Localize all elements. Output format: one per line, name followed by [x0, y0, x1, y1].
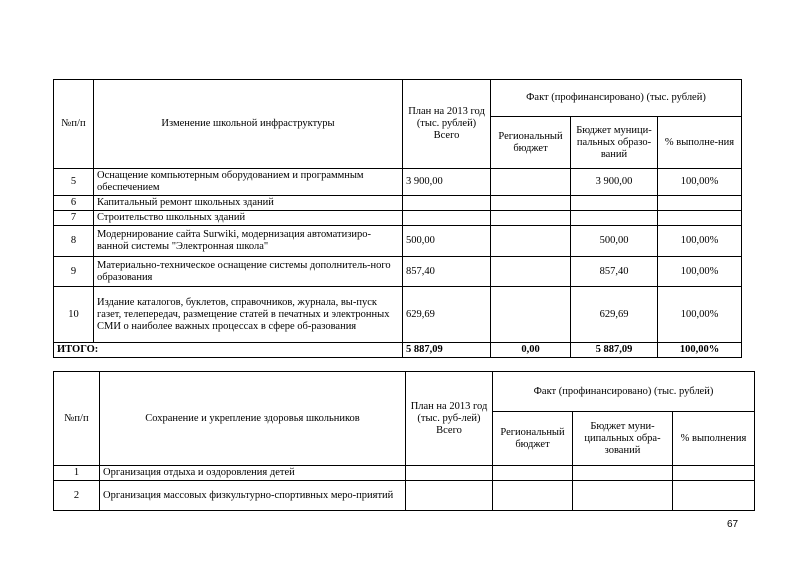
col-header-percent: % выполне-ния: [658, 117, 742, 169]
table-row: [54, 226, 742, 257]
total-regional: 0,00: [491, 343, 571, 358]
row-percent: [658, 196, 742, 211]
row-regional: [493, 466, 573, 481]
col-header-municipal: Бюджет муни-ципальных обра-зований: [573, 412, 673, 466]
row-municipal: 857,40: [571, 257, 658, 287]
table-row: [54, 169, 742, 196]
col-header-plan: План на 2013 год (тыс. руб-лей) Всего: [406, 372, 493, 466]
row-percent: 100,00%: [658, 226, 742, 257]
row-regional: [491, 257, 571, 287]
row-plan: [406, 481, 493, 511]
row-percent: 100,00%: [658, 287, 742, 343]
row-num: 1: [54, 466, 100, 481]
row-num: 10: [54, 287, 94, 343]
row-municipal: [573, 481, 673, 511]
page-number: 67: [727, 519, 739, 530]
col-header-name: Изменение школьной инфраструктуры: [94, 80, 403, 169]
row-municipal: [573, 466, 673, 481]
table-row: [54, 196, 742, 211]
row-regional: [491, 287, 571, 343]
table-row: [54, 211, 742, 226]
col-header-num: №п/п: [54, 372, 100, 466]
row-name: Капитальный ремонт школьных зданий: [94, 196, 403, 211]
row-regional: [491, 169, 571, 196]
table-row: [54, 257, 742, 287]
row-name: Издание каталогов, буклетов, справочников, журнала, вы-пуск газет, телепередач, размещение статей в печатных и электронных СМИ о наиболее важных процессах в сфере об-разования: [94, 287, 403, 343]
row-num: 7: [54, 211, 94, 226]
row-name: Материально-техническое оснащение системы дополнитель-ного образования: [94, 257, 403, 287]
total-label: ИТОГО:: [54, 343, 403, 358]
row-municipal: 629,69: [571, 287, 658, 343]
row-plan: [406, 466, 493, 481]
row-name: Модернирование сайта Surwiki, модернизация автоматизиро-ванной системы "Электронная школа": [94, 226, 403, 257]
row-plan: 500,00: [403, 226, 491, 257]
row-plan: 3 900,00: [403, 169, 491, 196]
row-municipal: [571, 211, 658, 226]
row-name: Строительство школьных зданий: [94, 211, 403, 226]
col-header-regional: Региональный бюджет: [491, 117, 571, 169]
row-regional: [493, 481, 573, 511]
row-percent: [673, 481, 755, 511]
row-percent: [673, 466, 755, 481]
col-header-percent: % выполнения: [673, 412, 755, 466]
table-row: [54, 466, 755, 481]
row-num: 5: [54, 169, 94, 196]
col-header-fact: Факт (профинансировано) (тыс. рублей): [493, 372, 755, 412]
row-name: Организация отдыха и оздоровления детей: [100, 466, 406, 481]
row-name: Организация массовых физкультурно-спортивных меро-приятий: [100, 481, 406, 511]
row-percent: [658, 211, 742, 226]
health-table: [53, 371, 755, 511]
infrastructure-table: [53, 79, 742, 358]
total-plan: 5 887,09: [403, 343, 491, 358]
row-municipal: 3 900,00: [571, 169, 658, 196]
total-municipal: 5 887,09: [571, 343, 658, 358]
table-row: [54, 481, 755, 511]
row-plan: [403, 196, 491, 211]
total-row: [54, 343, 742, 358]
row-regional: [491, 226, 571, 257]
col-header-municipal: Бюджет муници-пальных образо-ваний: [571, 117, 658, 169]
row-plan: [403, 211, 491, 226]
row-num: 2: [54, 481, 100, 511]
row-municipal: 500,00: [571, 226, 658, 257]
col-header-name: Сохранение и укрепление здоровья школьников: [100, 372, 406, 466]
row-name: Оснащение компьютерным оборудованием и программным обеспечением: [94, 169, 403, 196]
row-regional: [491, 196, 571, 211]
row-num: 8: [54, 226, 94, 257]
row-num: 6: [54, 196, 94, 211]
col-header-regional: Региональный бюджет: [493, 412, 573, 466]
row-plan: 629,69: [403, 287, 491, 343]
row-percent: 100,00%: [658, 257, 742, 287]
row-plan: 857,40: [403, 257, 491, 287]
col-header-num: №п/п: [54, 80, 94, 169]
row-percent: 100,00%: [658, 169, 742, 196]
row-municipal: [571, 196, 658, 211]
row-regional: [491, 211, 571, 226]
table-row: [54, 287, 742, 343]
row-num: 9: [54, 257, 94, 287]
col-header-plan: План на 2013 год (тыс. рублей) Всего: [403, 80, 491, 169]
total-percent: 100,00%: [658, 343, 742, 358]
col-header-fact: Факт (профинансировано) (тыс. рублей): [491, 80, 742, 117]
